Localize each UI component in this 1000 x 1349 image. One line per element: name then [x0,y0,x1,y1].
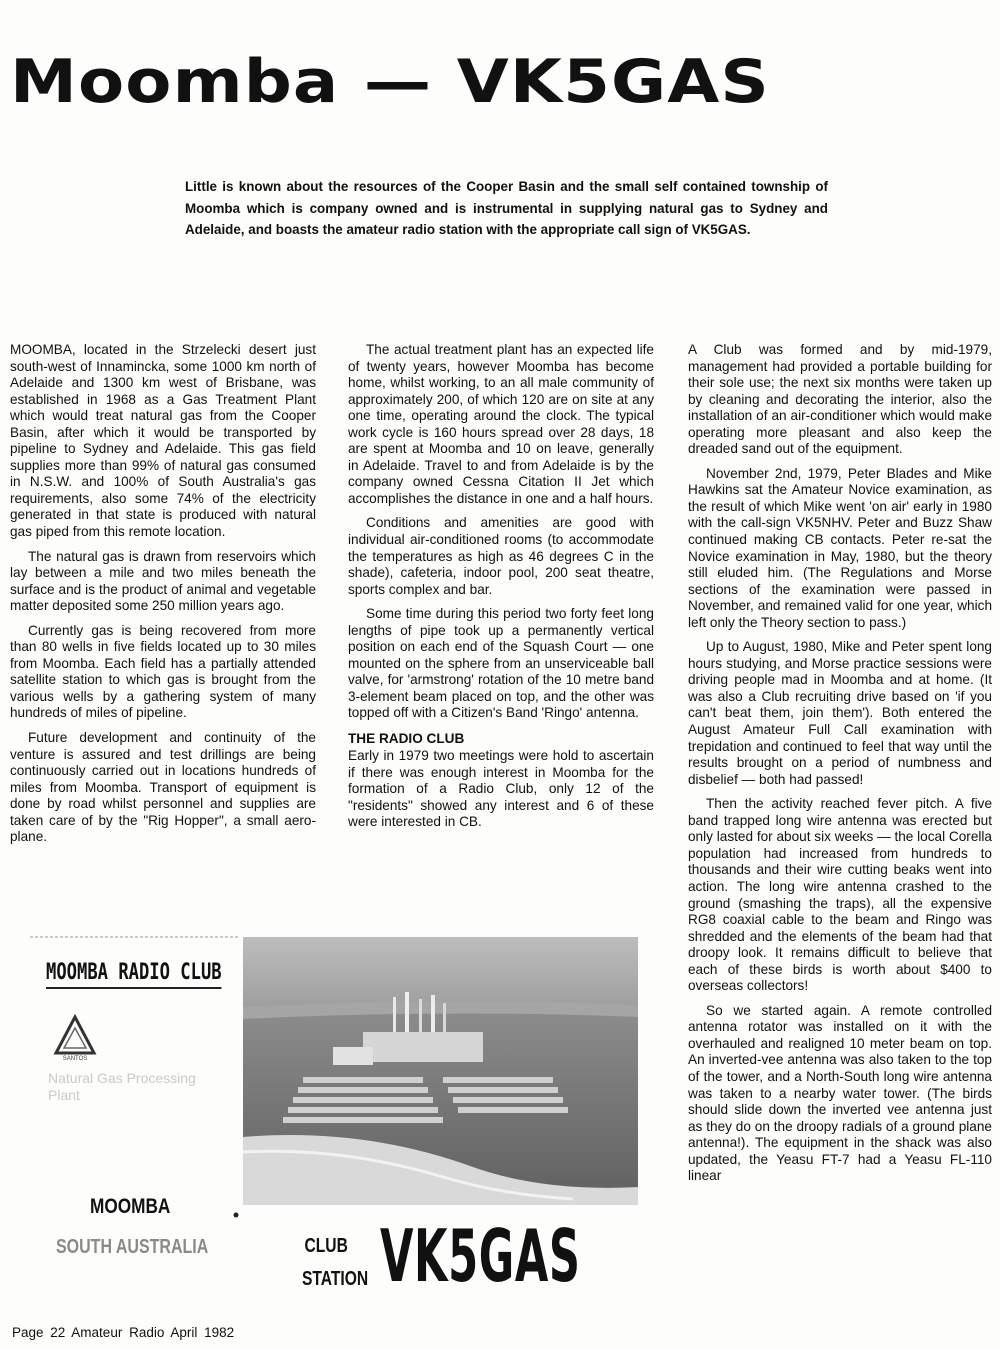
paragraph: Then the activity reached fever pitch. A five band trapped long wire antenna was erected but only lasted for about six weeks — the local Corella population had increased from hundreds to thousands and their wire cutting beaks went into action. The long wire antenna crashed to the ground (smashing the traps), all the expensive RG8 coaxial cable to the beam and Ringo was shredded and the elements of the beam had that droopy look. It remains difficult to believe that each of these birds is worth about $400 to overseas collectors! [688,796,992,994]
paragraph: MOOMBA, located in the Strzelecki desert just south-west of Innamincka, some 1000 km north of Adelaide and 1300 km west of Brisbane, was established in 1968 as a Gas Treatment Plant which would treat natural gas from the Cooper Basin, after which it would be transported by pipeline to Sydney and Adelaide. This gas field supplies more than 99% of natural gas consumed in N.S.W. and 100% of South Australia's gas requirements, also some 74% of the electricity generated in that state is produced with natural gas piped from this remote location. [10,342,316,540]
paragraph: The actual treatment plant has an expected life of twenty years, however Moomba has become home, whilst working, to an all male community of approximately 200, of which 120 are on site at any one time, operating around the clock. The typical work cycle is 160 hours spread over 28 days, 18 are spent at Moomba and 10 on leave, generally in Adelaide. Travel to and from Adelaide is by the company owned Cessna Citation II Jet which accomplishes the distance in one and a half hours. [348,342,654,506]
paragraph: Conditions and amenities are good with individual air-conditioned rooms (to accommodate the temperatures as high as 46 degrees C in the shade), cafeteria, indoor pool, 200 seat theatre, sports complex and bar. [348,515,654,597]
paragraph: Currently gas is being recovered from more than 80 wells in five fields located up to 30 miles from Moomba. Each field has a partially attended satellite station to which gas is brought from the various wells by a gathering system of many hundreds of miles of pipeline. [10,622,316,721]
qsl-callsign: VK5GAS [380,1214,581,1298]
text-column-3 [688,342,992,1193]
text-column-1 [10,342,316,854]
qsl-town: MOOMBA [90,1195,171,1218]
text-column-2 [348,342,654,839]
qsl-club-name: MOOMBA RADIO CLUB [46,960,222,989]
article-title: Moomba — VK5GAS [10,47,770,117]
qsl-station-label: CLUB STATION [302,1235,369,1290]
qsl-state: SOUTH AUSTRALIA [56,1236,209,1258]
section-heading-radio-club: THE RADIO CLUB [348,731,465,747]
page-footer: Page 22 Amateur Radio April 1982 [12,1325,235,1340]
article-intro: Little is known about the resources of the Cooper Basin and the small self contained township of Moomba which is company owned and is instrumental in supplying natural gas to Sydney and Adelaide, and boasts the amateur radio station with the appropriate call sign of VK5GAS. [185,179,828,237]
paragraph: Up to August, 1980, Mike and Peter spent long hours studying, and Morse practice sessions were driving people mad in Moomba and at home. (It was also a Club recruiting drive based on 'if you can't beat them, join them'). Both entered the August Amateur Full Call examination with trepidation and continued to feel that way until the results brought on a period of numbness and disbelief — both had passed! [688,639,992,787]
paragraph: A Club was formed and by mid-1979, management had provided a portable building for their sole use; the next six months were taken up by cleaning and decorating the interior, also the installation of an air-conditioner which would make operating more pleasant and also keep the dreaded sand out of the equipment. [688,342,992,457]
santos-logo-icon [56,1017,94,1062]
gas-plant-aerial-photo [243,937,638,1205]
qsl-plant-caption: Natural Gas Processing Plant [48,1070,196,1103]
paragraph: Early in 1979 two meetings were hold to ascertain if there was enough interest in Moomba for the formation of a Radio Club, only 12 of the "residents" showed any interest and 6 of these were interested in CB. [348,748,654,830]
paragraph: The natural gas is drawn from reservoirs which lay between a mile and two miles beneath the surface and is the product of animal and vegetable matter deposited some 250 million years ago. [10,548,316,614]
paragraph: November 2nd, 1979, Peter Blades and Mike Hawkins sat the Amateur Novice examination, as the result of which Mike went 'on air' early in 1980 with the call-sign VK5NHV. Peter and Buzz Shaw continued making CB contacts. Peter re-sat the Novice examination in May, 1980, but the theory still eluded him. (The Regulations and Morse sections of the examination were passed in November, and remained valid for one year, which left only the Theory section to pass.) [688,465,992,630]
logo-text: SANTOS [62,1056,88,1062]
paragraph: So we started again. A remote controlled antenna rotator was installed on it with the overhauled and realigned 10 meter beam on top. An inverted-vee antenna was also taken to the top of the tower, and a North-South long wire antenna was taken to a nearby water tower. (The birds should slide down the inverted vee antenna just as they do on the droopy radials of a ground plane antenna!). The equipment in the shack was also updated, the Yeasu FT-7 had a Yeasu FL-110 linear [688,1002,992,1184]
paragraph: Some time during this period two forty feet long lengths of pipe took up a permanently vertical position on each end of the Squash Court — one mounted on the sphere from an unserviceable ball valve, for 'armstrong' rotation of the 10 metre band 3-element beam placed on top, and the other was topped off with a Citizen's Band 'Ringo' antenna. [348,606,654,721]
paragraph: Future development and continuity of the venture is assured and test drillings are being continuously carried out in locations hundreds of miles from Moomba. Transport of equipment is done by road whilst personnel and supplies are taken care of by the "Rig Hopper", a small aero-plane. [10,730,316,845]
